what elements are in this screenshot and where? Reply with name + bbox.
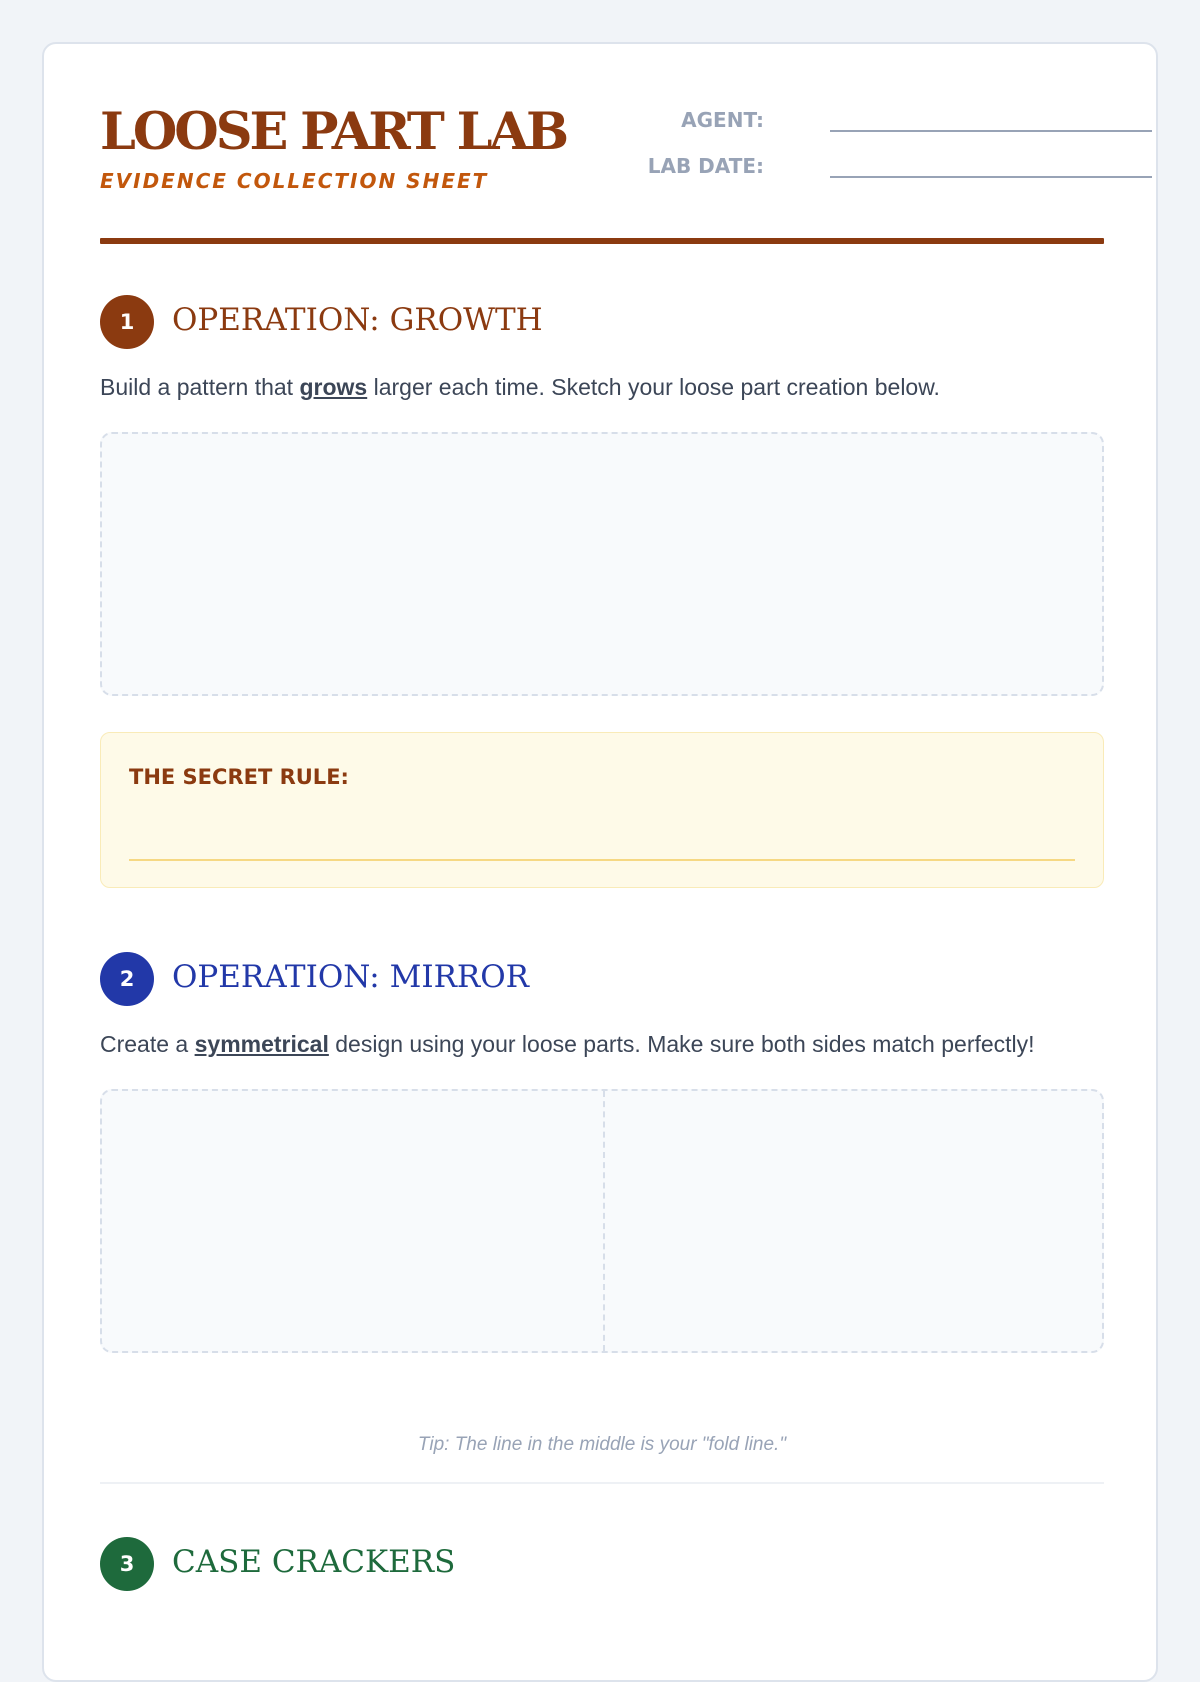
section-2-title: OPERATION: MIRROR [172,959,530,995]
section-2-badge: 2 [100,952,154,1006]
fold-line [603,1091,605,1351]
secret-rule-label: THE SECRET RULE: [129,765,349,789]
lab-date-label: LAB DATE: [647,154,764,178]
agent-label: AGENT: [681,108,764,132]
page-title: LOOSE PART LAB [100,102,567,162]
section-1-badge: 1 [100,295,154,349]
section-1-instruction: Build a pattern that grows larger each time. Sketch your loose part creation below. [100,374,940,400]
worksheet-card [42,42,1158,1682]
agent-field [604,108,1104,138]
secret-rule-box [100,732,1104,888]
secret-rule-write-line[interactable] [129,859,1075,861]
section-2-instruction: Create a symmetrical design using your loose parts. Make sure both sides match perfectly! [100,1031,1035,1057]
growth-sketch-area[interactable] [100,432,1104,696]
header-divider [100,238,1104,244]
lab-date-write-line[interactable] [830,176,1152,178]
mirror-sketch-area[interactable] [100,1089,1104,1353]
section-1-title: OPERATION: GROWTH [172,302,543,338]
lab-date-field [604,154,1104,184]
section-3-title: CASE CRACKERS [172,1544,456,1580]
agent-write-line[interactable] [830,130,1152,132]
fold-line-tip: Tip: The line in the middle is your "fold line." [417,1434,787,1455]
section-3-badge: 3 [100,1537,154,1591]
section-divider [100,1482,1104,1484]
page-subtitle: EVIDENCE COLLECTION SHEET [100,169,489,193]
keyword-grows: grows [299,374,368,400]
keyword-symmetrical: symmetrical [194,1031,329,1057]
